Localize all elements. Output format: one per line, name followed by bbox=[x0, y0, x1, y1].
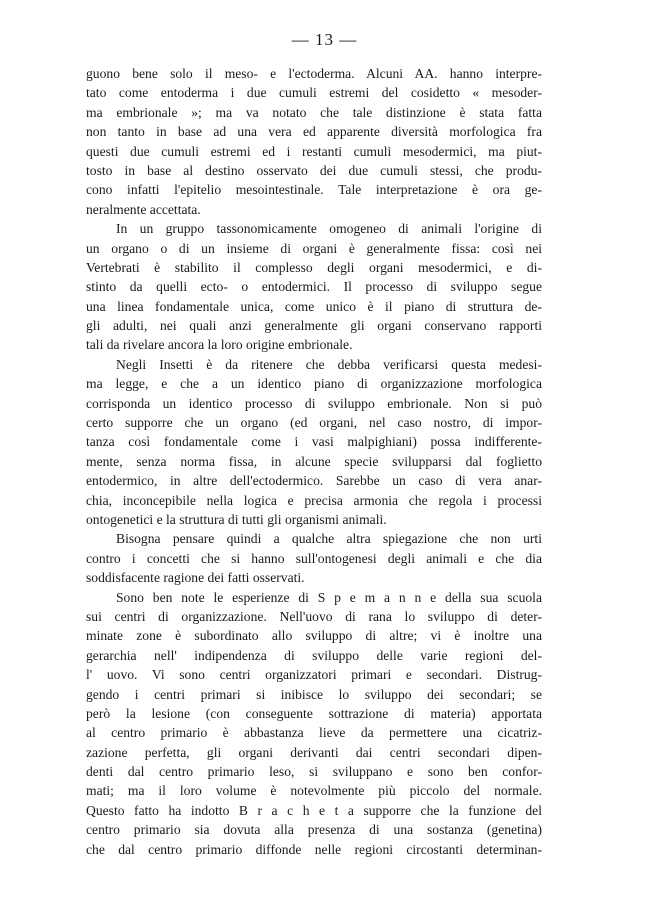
text-line: Negli Insetti è da ritenere che debba verificarsi questa medesi- bbox=[116, 356, 542, 372]
text-line: guono bene solo il meso- e l'ectoderma. Alcuni AA. hanno interpre- bbox=[86, 66, 542, 81]
text-line: Vertebrati è stabilito il complesso degli organi mesodermici, e di- bbox=[86, 259, 542, 275]
text-line: cono infatti l'epitelio mesointestinale. Tale interpretazione è ora ge- bbox=[86, 182, 542, 198]
text-line: entodermico, in altre dell'ectodermico. Sarebbe un caso di vera anar- bbox=[86, 473, 542, 489]
text-line: ma legge, e che a un identico piano di organizzazione morfologica bbox=[86, 376, 542, 392]
text-line: questi due cumuli estremi ed i restanti cumuli mesodermici, ma piut- bbox=[86, 143, 542, 159]
text-line: l' uovo. Vi sono centri organizzatori primari e secondari. Distrug- bbox=[86, 667, 542, 683]
text-line: chia, inconcepibile nella logica e precisa armonia che regola i processi bbox=[86, 492, 542, 508]
text-line: In un gruppo tassonomicamente omogeneo di animali l'origine di bbox=[116, 221, 542, 237]
text-line: sui centri di organizzazione. Nell'uovo di rana lo sviluppo di deter- bbox=[86, 608, 542, 624]
text-line: tanza così fondamentale come i vasi malpighiani) possa indifferente- bbox=[86, 434, 542, 450]
text-line: che dal centro primario diffonde nelle regioni circostanti determinan- bbox=[86, 841, 542, 857]
text-line: una linea fondamentale unica, come unico è il piano di struttura de- bbox=[86, 298, 542, 314]
text-line: ma embrionale »; ma va notato che tale distinzione è stata fatta bbox=[86, 104, 542, 120]
page-number: — 13 — bbox=[291, 30, 358, 49]
text-line: Bisogna pensare quindi a qualche altra spiegazione che non urti bbox=[116, 531, 542, 547]
text-line: neralmente accettata. bbox=[86, 201, 201, 217]
text-line: corrisponda un identico processo di sviluppo embrionale. Non si può bbox=[86, 395, 542, 411]
text-line: tali da rivelare ancora la loro origine embrionale. bbox=[86, 337, 353, 353]
text-line: stinto da quelli ecto- o entodermici. Il processo di sviluppo segue bbox=[86, 279, 542, 295]
text-line: contro i concetti che si hanno sull'ontogenesi degli animali e che dia bbox=[86, 550, 542, 566]
text-line: gendo i centri primari si inibisce lo sviluppo dei secondari; se bbox=[86, 686, 542, 702]
text-line: tato come entoderma i due cumuli estremi del cosidetto « mesoder- bbox=[86, 85, 542, 101]
text-line: denti dal centro primario leso, si sviluppano e sono ben confor- bbox=[86, 764, 542, 780]
text-line: un organo o di un insieme di organi è generalmente fissa: così nei bbox=[86, 240, 542, 256]
text-line: Questo fatto ha indotto B r a c h e t a supporre che la funzione del bbox=[86, 802, 542, 818]
text-line: però la lesione (con conseguente sottrazione di materia) apportata bbox=[86, 705, 542, 721]
text-line: mente, senza norma fissa, in alcune specie svilupparsi dal foglietto bbox=[86, 453, 542, 469]
text-line: al centro primario è abbastanza lieve da permettere una cicatriz- bbox=[86, 725, 542, 741]
text-line: mati; ma il loro volume è notevolmente più piccolo del normale. bbox=[86, 783, 542, 799]
text-line: soddisfacente ragione dei fatti osservati. bbox=[86, 570, 305, 586]
text-line: certo supporre che un organo (ed organi, nel caso nostro, di impor- bbox=[86, 415, 542, 431]
text-line: zazione perfetta, gli organi derivanti dai centri secondari dipen- bbox=[86, 744, 542, 760]
text-line: centro primario sia dovuta alla presenza di una sostanza (genetina) bbox=[86, 822, 542, 838]
body-text bbox=[86, 64, 542, 859]
text-line: Sono ben note le esperienze di S p e m a n n e della sua scuola bbox=[116, 589, 542, 605]
text-line: ontogenetici e la struttura di tutti gli organismi animali. bbox=[86, 511, 387, 527]
text-line: gerarchia nell' indipendenza di sviluppo delle varie regioni del- bbox=[86, 647, 542, 663]
text-line: tosto in base al destino osservato dei due cumuli stessi, che produ- bbox=[86, 162, 542, 178]
text-line: gli adulti, nei quali anzi generalmente gli organi conservano rapporti bbox=[86, 318, 542, 334]
text-line: non tanto in base ad una vera ed apparente diversità morfologica fra bbox=[86, 124, 542, 140]
text-line: minate zone è subordinato allo sviluppo di altre; vi è inoltre una bbox=[86, 628, 542, 644]
